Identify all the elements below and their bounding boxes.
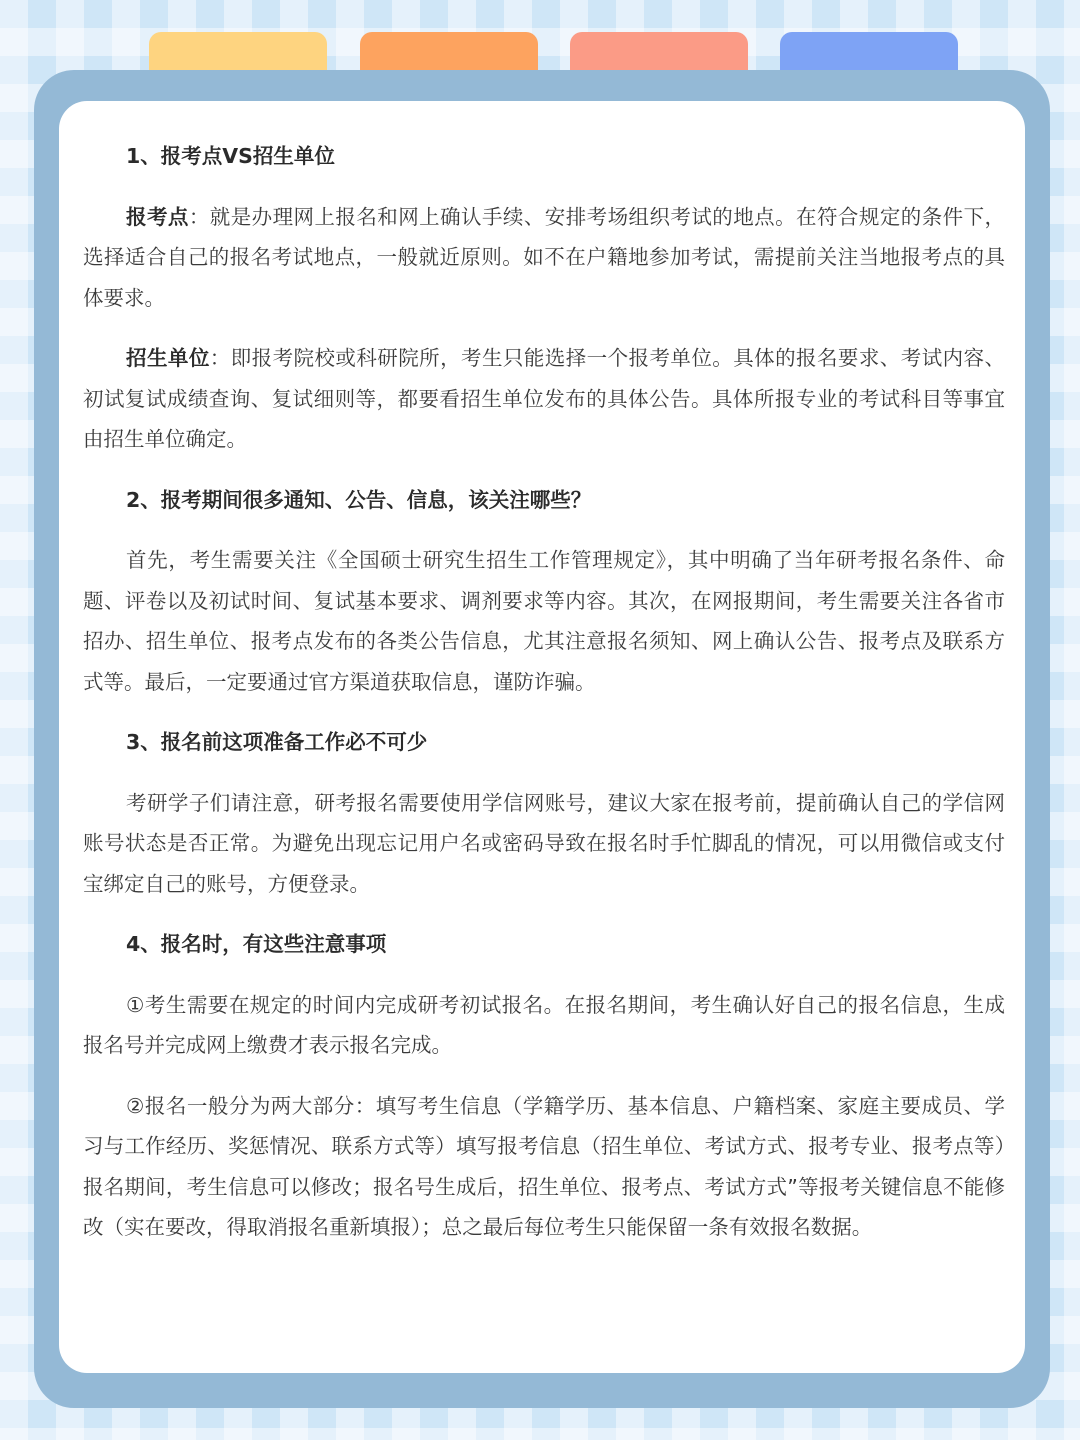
article-content [83, 136, 1005, 1268]
section-heading: 4、报名时，有这些注意事项 [126, 932, 387, 956]
paragraph [83, 338, 1005, 460]
term-label: 报考点 [126, 204, 189, 229]
paragraph-text: ：就是办理网上报名和网上确认手续、安排考场组织考试的地点。在符合规定的条件下，选择适合自己的报名考试地点，一般就近原则。如不在户籍地参加考试，需提前关注当地报考点的具体要求。 [83, 204, 1006, 310]
section-heading: 1、报考点VS招生单位 [126, 144, 335, 168]
paragraph: 考研学子们请注意，研考报名需要使用学信网账号，建议大家在报考前，提前确认自己的学信网账号状态是否正常。为避免出现忘记用户名或密码导致在报名时手忙脚乱的情况，可以用微信或支付宝绑定自己的账号，方便登录。 [83, 790, 1005, 896]
paragraph-text: ：即报考院校或科研院所，考生只能选择一个报考单位。具体的报名要求、考试内容、初试复试成绩查询、复试细则等，都要看招生单位发布的具体公告。具体所报专业的考试科目等事宜由招生单位确定。 [83, 346, 1006, 451]
section-heading: 2、报考期间很多通知、公告、信息，该关注哪些？ [126, 487, 592, 512]
paragraph: ①考生需要在规定的时间内完成研考初试报名。在报名期间，考生确认好自己的报名信息，生成报名号并完成网上缴费才表示报名完成。 [83, 992, 1005, 1057]
section-heading: 3、报名前这项准备工作必不可少 [126, 730, 428, 754]
paragraph: 首先，考生需要关注《全国硕士研究生招生工作管理规定》，其中明确了当年研考报名条件、命题、评卷以及初试时间、复试基本要求、调剂要求等内容。其次，在网报期间，考生需要关注各省市招办、招生单位、报考点发布的各类公告信息，尤其注意报名须知、网上确认公告、报考点及联系方式等。最后，一定要通过官方渠道获取信息，谨防诈骗。 [83, 548, 1005, 694]
term-label: 招生单位 [126, 346, 210, 370]
paragraph: ②报名一般分为两大部分：填写考生信息（学籍学历、基本信息、户籍档案、家庭主要成员、学习与工作经历、奖惩情况、联系方式等）填写报考信息（招生单位、考试方式、报考专业、报考点等）报名期间，考生信息可以修改；报名号生成后，招生单位、报考点、考试方式”等报考关键信息不能修改（实在要改，得取消报名重新填报）；总之最后每位考生只能保留一条有效报名数据。 [83, 1093, 1005, 1239]
paragraph [83, 197, 1005, 319]
